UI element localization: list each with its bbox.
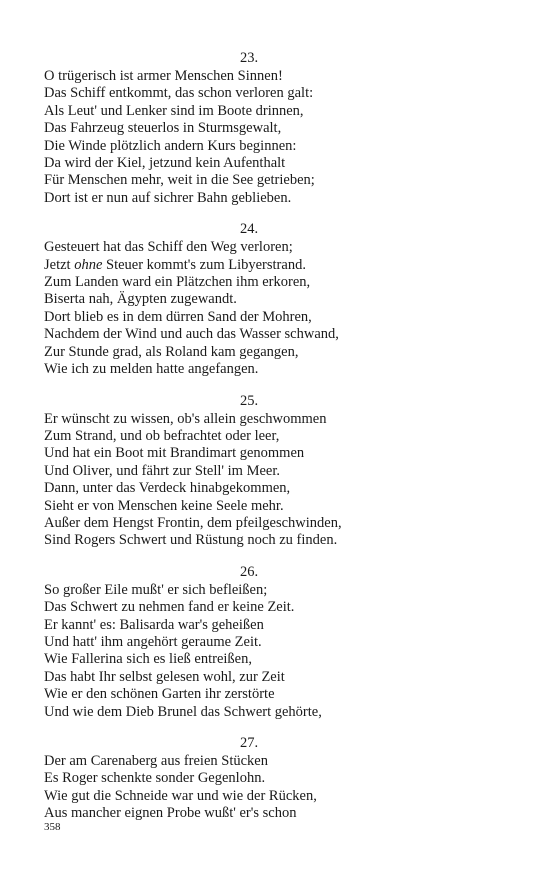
verse-text: Steuer kommt's zum Libyerstrand. [102,256,306,273]
verse-line: Die Winde plötzlich andern Kurs beginnen: [44,137,297,154]
stanza-26 [44,564,454,721]
poem-stanzas [44,50,454,837]
verse-line: Da wird der Kiel, jetzund kein Aufenthalt [44,155,286,172]
verse-line: Wie gut die Schneide war und wie der Rücken, [44,787,317,804]
verse-line-with-emphasis [44,257,454,274]
verse-line: Wie er den schönen Garten ihr zerstörte [44,686,275,703]
verse-line: Zum Landen ward ein Plätzchen ihm erkoren, [44,274,311,291]
verse-line: Aus mancher eignen Probe wußt' er's schon [44,805,297,822]
verse-line: Wie Fallerina sich es ließ entreißen, [44,651,252,668]
verse-line: Und hatt' ihm angehört geraume Zeit. [44,633,262,650]
verse-line: Dann, unter das Verdeck hinabgekommen, [44,480,291,497]
verse-line: Und wie dem Dieb Brunel das Schwert gehörte, [44,703,322,720]
verse-text: Jetzt [44,256,75,273]
stanza-number: 26. [239,563,259,580]
verse-line: Sind Rogers Schwert und Rüstung noch zu finden. [44,532,338,549]
verse-line: Das Schiff entkommt, das schon verloren galt: [44,85,314,102]
stanza-number: 25. [239,392,259,409]
stanza-number: 27. [239,735,259,751]
verse-line: Zum Strand, und ob befrachtet oder leer, [44,427,280,444]
stanza-25 [44,393,454,550]
verse-line: Gesteuert hat das Schiff den Weg verloren; [44,239,293,256]
verse-line: Biserta nah, Ägypten zugewandt. [44,291,237,308]
verse-line: Für Menschen mehr, weit in die See getrieben; [44,172,315,189]
verse-line: Sieht er von Menschen keine Seele mehr. [44,497,284,514]
verse-line: Das Fahrzeug steuerlos in Sturmsgewalt, [44,120,282,137]
verse-line: Und Oliver, und fährt zur Stell' im Meer. [44,462,280,479]
verse-line: Er kannt' es: Balisarda war's geheißen [44,616,264,633]
verse-line: O trügerisch ist armer Menschen Sinnen! [44,68,283,84]
page-number: 358 [44,821,61,833]
verse-line: Dort ist er nun auf sichrer Bahn geblieben. [44,189,292,206]
verse-line: Wie ich zu melden hatte angefangen. [44,361,259,378]
verse-line: Es Roger schenkte sonder Gegenlohn. [44,770,266,787]
verse-line: Als Leut' und Lenker sind im Boote drinnen, [44,102,304,119]
verse-line: Nachdem der Wind und auch das Wasser schwand, [44,326,339,343]
emphasized-word: ohne [74,256,103,273]
verse-line: Dort blieb es in dem dürren Sand der Mohren, [44,308,312,325]
stanza-number: 24. [239,221,259,238]
verse-line: Er wünscht zu wissen, ob's allein geschwommen [44,410,327,427]
stanza-24 [44,221,454,378]
verse-line: Und hat ein Boot mit Brandimart genommen [44,445,305,462]
stanza-23 [44,50,454,207]
verse-line: Das habt Ihr selbst gelesen wohl, zur Zeit [44,668,285,685]
verse-line: Außer dem Hengst Frontin, dem pfeilgeschwinden, [44,514,342,531]
verse-line: Das Schwert zu nehmen fand er keine Zeit. [44,599,295,616]
stanza-27 [44,735,454,823]
verse-line: Der am Carenaberg aus freien Stücken [44,753,268,769]
verse-line: Zur Stunde grad, als Roland kam gegangen, [44,343,299,360]
stanza-number: 23. [239,50,259,66]
verse-line: So großer Eile mußt' er sich befleißen; [44,581,268,598]
